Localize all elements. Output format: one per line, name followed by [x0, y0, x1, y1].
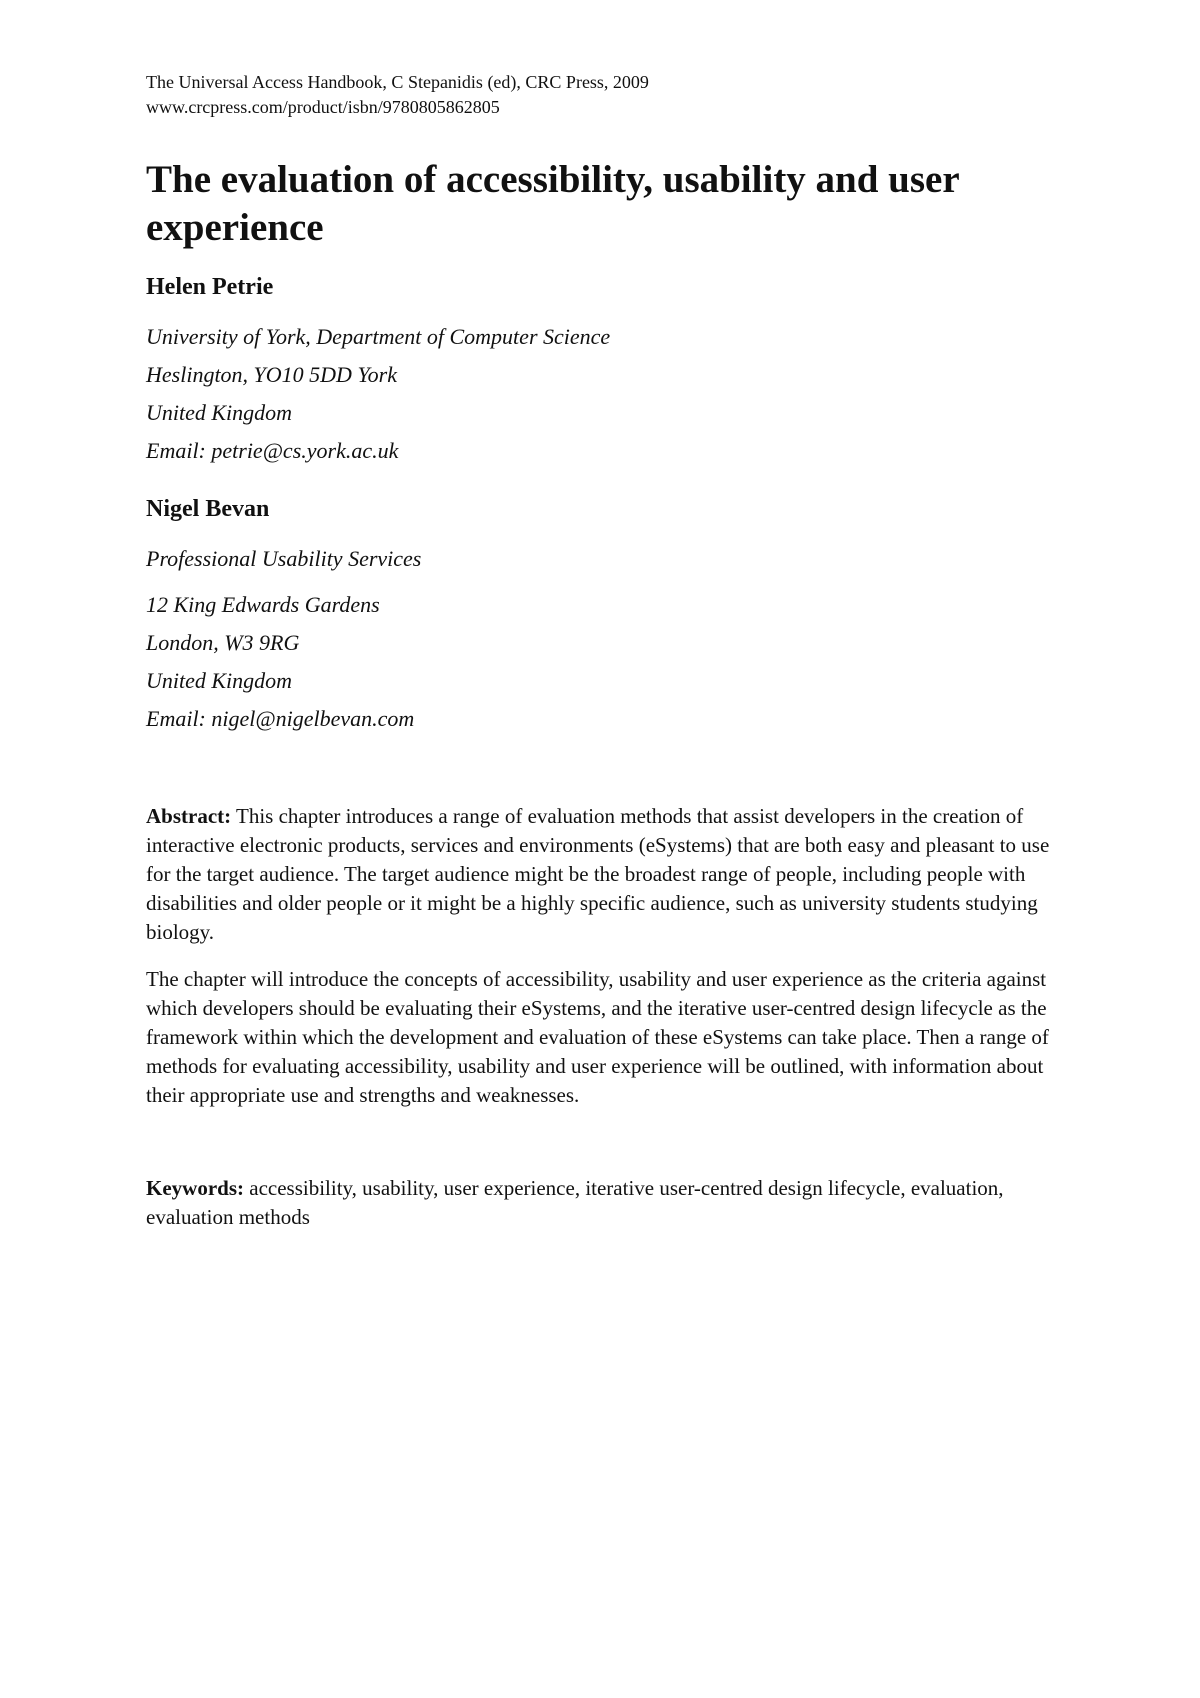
author-email: Email: petrie@cs.york.ac.uk	[146, 438, 399, 463]
affiliation-line: Heslington, YO10 5DD York	[146, 362, 397, 387]
affiliation-line: London, W3 9RG	[146, 630, 300, 655]
author-email: Email: nigel@nigelbevan.com	[146, 706, 415, 731]
author-affiliation	[146, 540, 1066, 738]
affiliation-line: Professional Usability Services	[146, 546, 422, 571]
abstract-label: Abstract:	[146, 804, 232, 828]
affiliation-line: United Kingdom	[146, 400, 293, 425]
citation-line: The Universal Access Handbook, C Stepanidis (ed), CRC Press, 2009	[146, 72, 649, 92]
author-affiliation	[146, 318, 1066, 470]
abstract-section	[146, 802, 1066, 1110]
keywords-text: accessibility, usability, user experience, iterative user-centred design lifecycle, evaluation, evaluation methods	[146, 1176, 1004, 1229]
author-name: Helen Petrie	[146, 274, 274, 300]
document-page	[146, 70, 1066, 1232]
keywords-section	[146, 1174, 1066, 1232]
abstract-paragraph: The chapter will introduce the concepts of accessibility, usability and user experience as the criteria against which developers should be evaluating their eSystems, and the iterative user-centred design lifecycle as the framework within which the development and evaluation of these eSystems can take place. Then a range of methods for evaluating accessibility, usability and user experience will be outlined, with information about their appropriate use and strengths and weaknesses.	[146, 967, 1049, 1107]
affiliation-line: University of York, Department of Computer Science	[146, 324, 611, 349]
affiliation-line: 12 King Edwards Gardens	[146, 592, 380, 617]
abstract-text: This chapter introduces a range of evaluation methods that assist developers in the creation of interactive electronic products, services and environments (eSystems) that are both easy and pleasant to use for the target audience. The target audience might be the broadest range of people, including people with disabilities and older people or it might be a highly specific audience, such as university students studying biology.	[146, 804, 1050, 944]
keywords-paragraph	[146, 1174, 1066, 1232]
affiliation-line: United Kingdom	[146, 668, 293, 693]
keywords-label: Keywords:	[146, 1176, 244, 1200]
citation-url: www.crcpress.com/product/isbn/9780805862805	[146, 97, 500, 117]
paper-title: The evaluation of accessibility, usability and user experience	[146, 158, 959, 249]
abstract-paragraph	[146, 802, 1066, 947]
author-name: Nigel Bevan	[146, 496, 270, 522]
